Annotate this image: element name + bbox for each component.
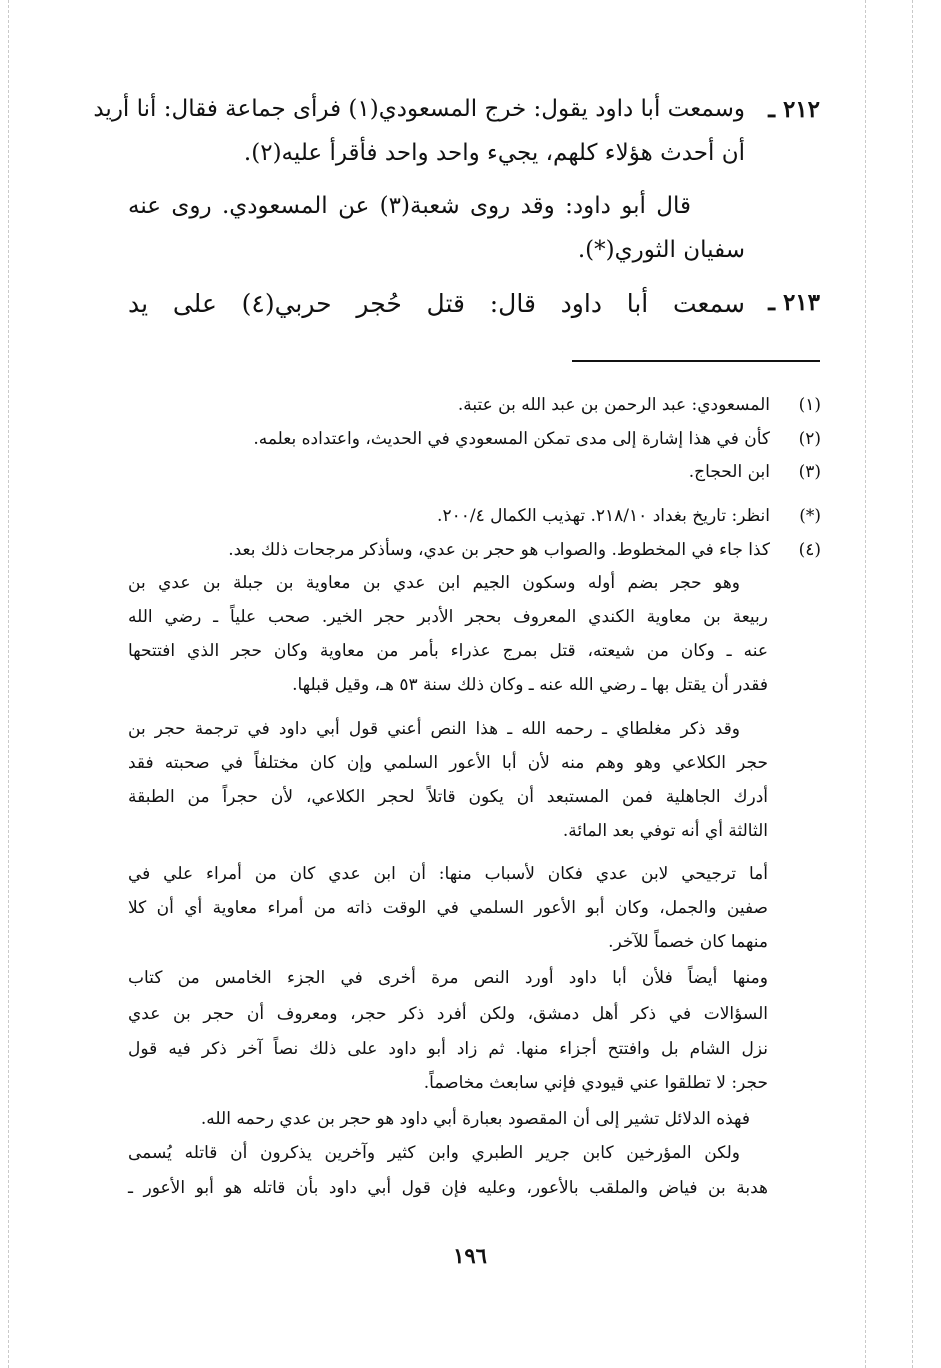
footnote-4-body-line: عنه ـ وكان من شيعته، قتل بمرج عذراء بأمر من معاوية وكان حجر الذي افتتحها bbox=[128, 641, 768, 661]
footnote-4-body-line: أما ترجيحي لابن عدي فكان لأسباب منها: أن ابن عدي كان من أمراء علي في bbox=[128, 864, 768, 884]
footnote-4-body-line: فهذه الدلائل تشير إلى أن المقصود بعبارة أبي داود هو حجر بن عدي رحمه الله. bbox=[200, 1109, 750, 1129]
footnote-4-body-line: أدرك الجاهلية فمن المستبعد أن يكون قاتلاً لحجر الكلاعي، لأن حجراً من الطبقة bbox=[128, 787, 768, 807]
footnote-text-3: ابن الحجاج. bbox=[688, 462, 770, 482]
paragraph-212-line-2: أن أحدث هؤلاء كلهم، يجيء واحد واحد فأقرأ عليه(٢). bbox=[243, 140, 745, 166]
abu-dawud-remark-line-2: سفيان الثوري(*). bbox=[577, 237, 745, 263]
footnote-text-4: كذا جاء في المخطوط. والصواب هو حجر بن عدي، وسأذكر مرجحات ذلك بعد. bbox=[228, 540, 770, 560]
footnote-4-body-line: ومنها أيضاً فلأن أبا داود أورد النص مرة أخرى في الجزء الخامس من كتاب bbox=[128, 968, 768, 988]
footnote-4-body-line: نزل الشام بل وافتتح أجزاء منها. ثم زاد أبو داود على ذلك نصاً آخر ذكر فيه قول bbox=[128, 1039, 768, 1059]
page-number: ١٩٦ bbox=[453, 1243, 487, 1268]
footnote-4-body-line: وقد ذكر مغلطاي ـ رحمه الله ـ هذا النص أعني قول أبي داود في ترجمة حجر بن bbox=[128, 719, 740, 739]
paragraph-number-213: ٢١٣ ـ bbox=[768, 289, 820, 316]
footnote-marker-3: (٣) bbox=[798, 462, 821, 482]
scan-guide-line bbox=[865, 0, 866, 1368]
footnote-marker-1: (١) bbox=[798, 395, 821, 415]
footnote-4-body-line: وهو حجر بضم أوله وسكون الجيم ابن عدي بن معاوية بن جبلة بن عدي بن bbox=[128, 573, 740, 593]
footnote-marker-star: (*) bbox=[799, 506, 821, 526]
footnote-4-body-line: صفين والجمل، وكان أبو الأعور السلمي في الوقت ذاته من أمراء معاوية أي أن كلا bbox=[128, 898, 768, 918]
footnote-text-2: كأن في هذا إشارة إلى مدى تمكن المسعودي في الحديث، واعتداده بعلمه. bbox=[253, 429, 770, 449]
paragraph-212-line-1: وسمعت أبا داود يقول: خرج المسعودي(١) فرأى جماعة فقال: أنا أريد bbox=[93, 96, 745, 122]
footnote-4-body-line: ربيعة بن معاوية الكندي المعروف بحجر الأدبر حجر الخير. صحب علياً ـ رضي الله bbox=[128, 607, 768, 627]
footnote-text-1: المسعودي: عبد الرحمن بن عبد الله بن عتبة. bbox=[457, 395, 770, 415]
footnote-separator bbox=[572, 360, 820, 362]
footnote-4-body-line: هدبة بن فياض والملقب بالأعور، وعليه فإن قول أبي داود بأن قاتله هو أبو الأعور ـ bbox=[128, 1178, 768, 1198]
footnote-marker-2: (٢) bbox=[798, 429, 821, 449]
footnote-4-body-line: السؤالات في ذكر أهل دمشق، ولكن أفرد ذكر حجر، ومعروف أن حجر بن عدي bbox=[128, 1004, 768, 1024]
footnote-4-body-line: الثالثة أي أنه توفي بعد المائة. bbox=[562, 821, 768, 841]
footnote-text-star: انظر: تاريخ بغداد ٢١٨/١٠. تهذيب الكمال ٢٠٠/٤. bbox=[437, 506, 770, 526]
abu-dawud-remark-line-1: قال أبو داود: وقد روى شعبة(٣) عن المسعودي. روى عنه bbox=[128, 193, 691, 219]
scan-guide-line bbox=[8, 0, 9, 1368]
footnote-4-body-line: حجر الكلاعي وهو وهم منه لأن أبا الأعور السلمي وإن كان مختلفاً في صحبته فقد bbox=[128, 753, 768, 773]
footnote-4-body-line: حجر: لا تطلقوا عني قيودي فإني سابعث مخاصماً. bbox=[423, 1073, 768, 1093]
footnote-4-body-line: منهما كان خصماً للآخر. bbox=[608, 932, 768, 952]
scan-guide-line bbox=[912, 0, 913, 1368]
footnote-marker-4: (٤) bbox=[798, 540, 821, 560]
footnote-4-body-line: ولكن المؤرخين كابن جرير الطبري وابن كثير وآخرين يذكرون أن قاتله يُسمى bbox=[128, 1143, 740, 1163]
paragraph-213-line-1: سمعت أبا داود قال: قتل حُجر حربي(٤) على يد bbox=[128, 289, 746, 318]
footnote-4-body-line: فقدر أن يقتل بها ـ رضي الله عنه ـ وكان ذلك سنة ٥٣ هـ، وقيل قبلها. bbox=[292, 675, 768, 695]
paragraph-number-212: ٢١٢ ـ bbox=[768, 96, 820, 123]
